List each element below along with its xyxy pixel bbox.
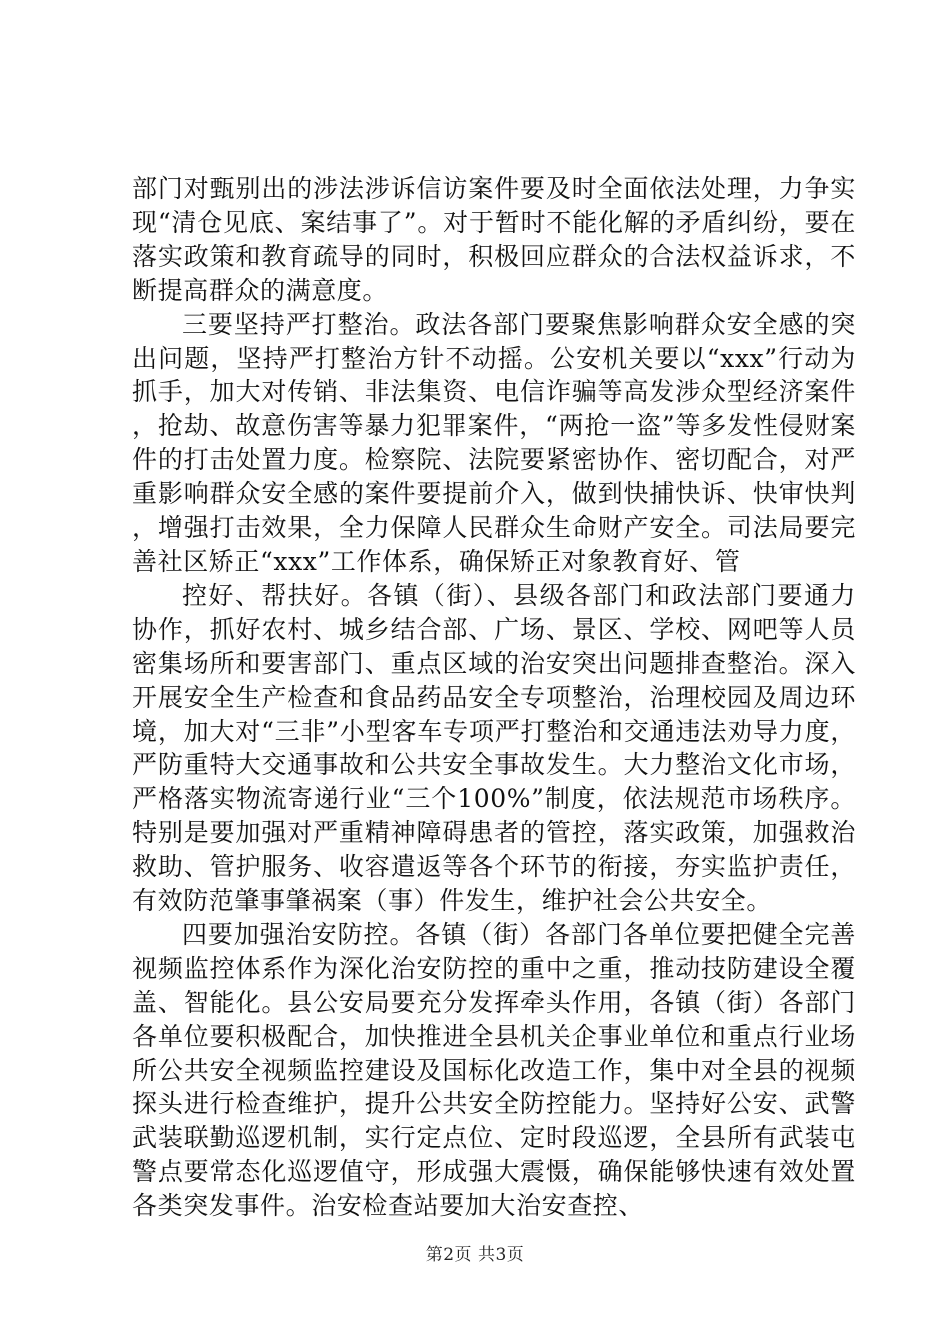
paragraph-1: 部门对甄别出的涉法涉诉信访案件要及时全面依法处理，力争实现“清仓见底、案结事了”。对于暂时不能化解的矛盾纠纷，要在落实政策和教育疏导的同时，积极回应群众的合法权益诉求，不断提高群众的满意度。 — [132, 174, 856, 305]
paragraph-2: 三要坚持严打整治。政法各部门要聚焦影响群众安全感的突出问题，坚持严打整治方针不动摇。公安机关要以“xxx”行动为抓手，加大对传销、非法集资、电信诈骗等高发涉众型经济案件，抢劫、故意伤害等暴力犯罪案件，“两抢一盗”等多发性侵财案件的打击处置力度。检察院、法院要紧密协作、密切配合，对严重影响群众安全感的案件要提前介入，做到快捕快诉、快审快判，增强打击效果，全力保障人民群众生命财产安全。司法局要完善社区矫正“xxx”工作体系，确保矫正对象教育好、管 — [132, 309, 856, 576]
document-body — [132, 172, 856, 1223]
paragraph-3: 控好、帮扶好。各镇（街）、县级各部门和政法部门要通力协作，抓好农村、城乡结合部、广场、景区、学校、网吧等人员密集场所和要害部门、重点区域的治安突出问题排查整治。深入开展安全生产检查和食品药品安全专项整治，治理校园及周边环境，加大对“三非”小型客车专项严打整治和交通违法劝导力度，严防重特大交通事故和公共安全事故发生。大力整治文化市场，严格落实物流寄递行业“三个100%”制度，依法规范市场秩序。特别是要加强对严重精神障碍患者的管控，落实政策，加强救治救助、管护服务、收容遣返等各个环节的衔接，夯实监护责任，有效防范肇事肇祸案（事）件发生，维护社会公共安全。 — [132, 580, 856, 916]
paragraph-4: 四要加强治安防控。各镇（街）各部门各单位要把健全完善视频监控体系作为深化治安防控的重中之重，推动技防建设全覆盖、智能化。县公安局要充分发挥牵头作用，各镇（街）各部门各单位要积极配合，加快推进全县机关企事业单位和重点行业场所公共安全视频监控建设及国标化改造工作，集中对全县的视频探头进行检查维护，提升公共安全防控能力。坚持好公安、武警武装联勤巡逻机制，实行定点位、定时段巡逻，全县所有武装屯警点要常态化巡逻值守，形成强大震慑，确保能够快速有效处置各类突发事件。治安检查站要加大治安查控、 — [132, 919, 856, 1221]
page-number-footer: 第2页 共3页 — [425, 1245, 525, 1265]
